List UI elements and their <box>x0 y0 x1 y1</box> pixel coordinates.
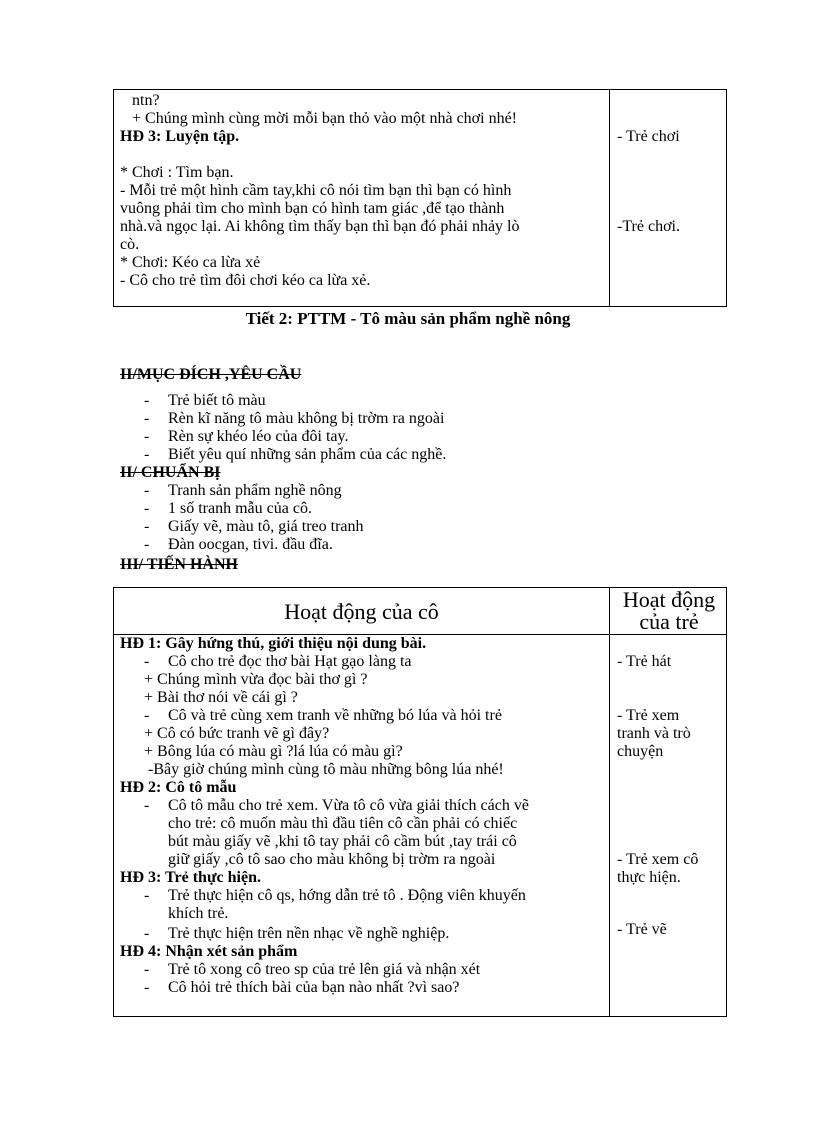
hd2-line: cho trẻ: cô muốn màu thì đầu tiên cô cần phải có chiếc <box>168 815 518 832</box>
header-child-activity-2: của trẻ <box>639 609 699 634</box>
section-prep-heading: II/ CHUẨN BỊ <box>120 464 221 481</box>
hd1-line: Cô cho trẻ đọc thơ bài Hạt gạo làng ta <box>168 653 412 670</box>
dash-marker: - <box>144 887 150 904</box>
header-teacher-activity: Hoạt động của cô <box>284 599 439 624</box>
hd2-line: bút màu giấy vẽ ,khi tô tay phải cô cầm bút ,tay trái cô <box>168 833 517 850</box>
hd2-line: giữ giấy ,cô tô sao cho màu không bị trờm ra ngoài <box>168 851 496 868</box>
hd4-line: Trẻ tô xong cô treo sp của trẻ lên giá và nhận xét <box>168 961 481 978</box>
child-activity-line: tranh và trò <box>617 725 691 742</box>
hd3-line: Trẻ thực hiện trên nền nhạc về nghề nghiệp. <box>168 925 450 942</box>
section-proc-heading: III/ TIẾN HÀNH <box>120 556 238 573</box>
child-activity-line: - Trẻ xem <box>617 707 680 724</box>
activity-table <box>113 587 727 1017</box>
dash-marker: - <box>144 961 150 978</box>
left-line-2: + Chúng mình cùng mời mỗi bạn thỏ vào một nhà chơi nhé! <box>132 110 518 127</box>
hd1-line: Cô và trẻ cùng xem tranh về những bó lúa và hỏi trẻ <box>168 707 502 724</box>
left-line-6: vuông phải tìm cho mình bạn có hình tam giác ,để tạo thành <box>120 200 505 217</box>
dash-marker: - <box>144 797 150 814</box>
activity-heading-hd3: HĐ 3: Trẻ thực hiện. <box>120 869 261 886</box>
left-line-1: ntn? <box>132 92 160 109</box>
activity-heading-hd1: HĐ 1: Gây hứng thú, giới thiệu nội dung bài. <box>120 635 427 652</box>
activity-heading-hd3: HĐ 3: Luyện tập. <box>120 128 240 145</box>
dash-marker: - <box>144 707 150 724</box>
left-line-8: cò. <box>120 236 140 253</box>
left-line-5: - Mỗi trẻ một hình cầm tay,khi cô nói tìm bạn thì bạn có hình <box>120 182 512 199</box>
dash-marker: - <box>144 979 150 996</box>
hd1-line: + Bông lúa có màu gì ?lá lúa có màu gì? <box>144 743 403 760</box>
hd3-line: Trẻ thực hiện cô qs, hớng dẫn trẻ tô . Động viên khuyến <box>168 887 526 904</box>
column-divider <box>609 90 610 306</box>
child-activity-line: - Trẻ xem cô <box>617 851 699 868</box>
left-line-9: * Chơi: Kéo ca lừa xẻ <box>120 254 261 271</box>
child-activity-line: chuyện <box>617 743 664 760</box>
child-activity-line: thực hiện. <box>617 869 681 886</box>
right-line-1: - Trẻ chơi <box>617 128 680 145</box>
header-child-activity-1: Hoạt động <box>622 587 716 612</box>
hd2-line: Cô tô mẫu cho trẻ xem. Vừa tô cô vừa giải thích cách vẽ <box>168 797 529 814</box>
lesson-title: Tiết 2: PTTM - Tô màu sản phẩm nghề nông <box>245 309 571 328</box>
activity-heading-hd4: HĐ 4: Nhận xét sản phẩm <box>120 943 298 960</box>
child-activity-line: - Trẻ hát <box>617 653 672 670</box>
hd1-line: + Bài thơ nói về cái gì ? <box>144 689 298 706</box>
left-line-7: nhà.và ngọc lại. Ai không tìm thấy bạn thì bạn đó phải nhảy lò <box>120 218 520 235</box>
hd4-line: Cô hỏi trẻ thích bài của bạn nào nhất ?vì sao? <box>168 979 460 996</box>
activity-table-continued <box>113 89 727 307</box>
left-line-4: * Chơi : Tìm bạn. <box>120 164 234 181</box>
hd1-line: + Chúng mình vừa đọc bài thơ gì ? <box>144 671 368 688</box>
child-activity-line: - Trẻ vẽ <box>617 921 667 938</box>
column-divider <box>609 588 610 1016</box>
left-line-10: - Cô cho trẻ tìm đôi chơi kéo ca lừa xẻ. <box>120 272 371 289</box>
document-page: ntn? + Chúng mình cùng mời mỗi bạn thỏ vào một nhà chơi nhé! HĐ 3: Luyện tập. * Chơi : Tìm bạn. - Mỗi trẻ một hình cầm tay,khi cô nói tìm bạn thì bạn có hình vuông phải tìm cho mình bạn có hình tam giác ,để tạo thành nhà.và ngọc lại. Ai không tìm thấy bạn thì bạn đó phải nhảy lò cò. * Chơi: Kéo ca lừa xẻ - Cô cho trẻ tìm đôi chơi kéo ca lừa xẻ. - Trẻ chơi -Trẻ chơi. Tiết 2: PTTM - Tô màu sản phẩm nghề nông II/MỤC ĐÍCH ,YÊU CẦU - Trẻ biết tô màu - Rèn kĩ năng tô màu không bị trờm ra ngoài - Rèn sự khéo léo của đôi tay. - Biết yêu quí những sản phẩm của các nghề. II/ CHUẨN BỊ - Tranh sản phẩm nghề nông - 1 số tranh mẫu của cô. - Giấy vẽ, màu tô, giá treo tranh - Đàn oocgan, tivi. đầu đĩa. III/ TIẾN HÀNH Hoạt động của cô Hoạt động của trẻ HĐ 1: Gây hứng thú, giới thiệu nội dung bài. - Cô cho trẻ đọc thơ bài Hạt gạo làng ta + Chúng mình vừa đọc bài thơ gì ? + Bài thơ nói về cái gì ? - Cô và trẻ cùng xem tranh về những bó lúa và hỏi trẻ + Cô có bức tranh vẽ gì đây? + Bông lúa có màu gì ?lá lúa có màu gì? -Bây giờ chúng mình cùng tô màu những bông lúa nhé! HĐ 2: Cô tô mẫu - Cô tô mẫu cho trẻ xem. Vừa tô cô vừa giải thích cách vẽ cho trẻ: cô muốn màu thì đầu tiên cô cần phải có chiếc bút màu giấy vẽ ,khi tô tay phải cô cầm bút ,tay trái cô giữ giấy ,cô tô sao cho màu không bị trờm ra ngoài HĐ 3: Trẻ thực hiện. - Trẻ thực hiện cô qs, hớng dẫn trẻ tô . Động viên khuyến khích trẻ. - Trẻ thực hiện trên nền nhạc về nghề nghiệp. HĐ 4: Nhận xét sản phẩm - Trẻ tô xong cô treo sp của trẻ lên giá và nhận xét - Cô hỏi trẻ thích bài của bạn nào nhất ?vì sao? - Trẻ hát - Trẻ xem tranh và trò chuyện - Trẻ xem cô thực hiện. - Trẻ vẽ <box>0 0 816 1123</box>
dash-marker: - <box>144 653 150 670</box>
activity-heading-hd2: HĐ 2: Cô tô mẫu <box>120 779 237 796</box>
hd3-line: khích trẻ. <box>168 905 229 922</box>
section-goals-heading: II/MỤC ĐÍCH ,YÊU CẦU <box>120 366 302 383</box>
right-line-2: -Trẻ chơi. <box>617 218 680 235</box>
hd1-line: -Bây giờ chúng mình cùng tô màu những bông lúa nhé! <box>148 761 504 778</box>
hd1-line: + Cô có bức tranh vẽ gì đây? <box>144 725 330 742</box>
dash-marker: - <box>144 925 150 942</box>
